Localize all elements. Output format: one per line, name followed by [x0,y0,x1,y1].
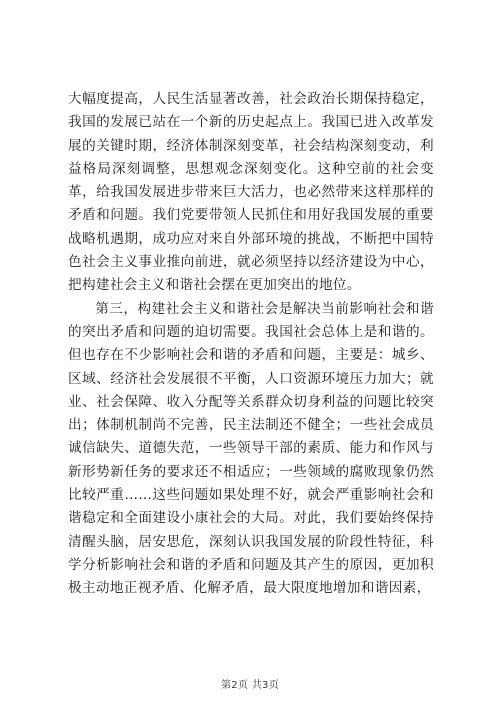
paragraph-continued: 大幅度提高，人民生活显著改善，社会政治长期保持稳定，我国的发展已站在一个新的历史起点上。我国已进入改革发展的关键时期，经济体制深刻变革，社会结构深刻变动，利益格局深刻调整，思想观念深刻变化。这种空前的社会变革，给我国发展进步带来巨大活力，也必然带来这样那样的矛盾和问题。我们党要带领人民抓住和用好我国发展的重要战略机遇期，成功应对来自外部环境的挑战，不断把中国特色社会主义事业推向前进，就必须坚持以经济建设为中心，把构建社会主义和谐社会摆在更加突出的地位。 [68,91,434,294]
page-footer: 第2页 共3页 [220,680,279,691]
document-body [68,88,434,601]
paragraph-third-point: 第三，构建社会主义和谐社会是解决当前影响社会和谐的突出矛盾和问题的迫切需要。我国社会总体上是和谐的。但也存在不少影响社会和谐的矛盾和问题，主要是：城乡、区域、经济社会发展很不平衡，人口资源环境压力加大；就业、社会保障、收入分配等关系群众切身利益的问题比较突出；体制机制尚不完善，民主法制还不健全；一些社会成员诚信缺失、道德失范，一些领导干部的素质、能力和作风与新形势新任务的要求还不相适应；一些领域的腐败现象仍然比较严重……这些问题如果处理不好，就会严重影响社会和谐稳定和全面建设小康社会的大局。对此，我们要始终保持清醒头脑，居安思危，深刻认识我国发展的阶段性特征，科学分析影响社会和谐的矛盾和问题及其产生的原因，更加积极主动地正视矛盾、化解矛盾，最大限度地增加和谐因素， [68,300,434,597]
